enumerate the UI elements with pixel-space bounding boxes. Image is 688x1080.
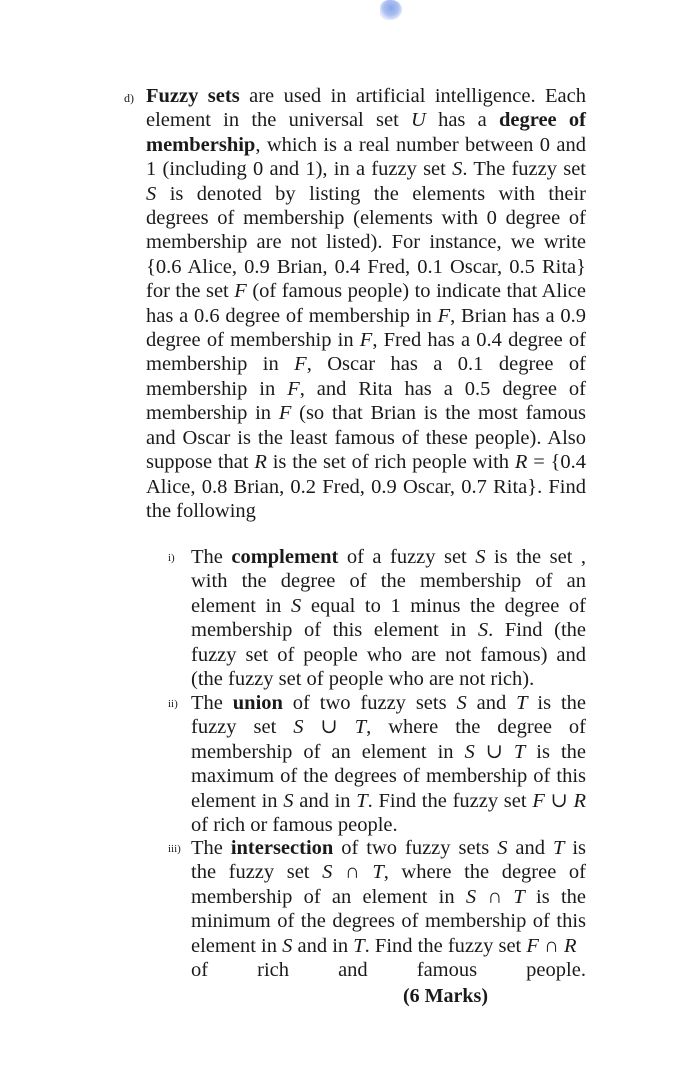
var: R — [254, 451, 267, 474]
text: . The fuzzy set — [462, 158, 586, 181]
var: T — [354, 716, 367, 739]
var: S — [146, 182, 157, 205]
text: of rich or famous people. — [191, 814, 398, 837]
var: S — [452, 158, 463, 181]
var: T — [516, 692, 528, 714]
part-label: i) — [168, 552, 175, 564]
text: is the set of rich people with — [266, 451, 515, 474]
part-i-body — [191, 545, 586, 691]
question-d-body — [146, 84, 586, 523]
text: , and Rita has a 0.5 degree of membership in — [146, 377, 586, 425]
question-label: d) — [124, 91, 134, 105]
var: F — [532, 789, 545, 812]
text: is the fuzzy set — [191, 837, 586, 884]
text: of two fuzzy sets — [282, 692, 457, 714]
var: F — [278, 402, 292, 425]
var: S — [293, 716, 304, 739]
text: has a — [425, 109, 499, 132]
part-label: iii) — [168, 843, 181, 855]
part-iii-body — [191, 836, 586, 958]
word: and — [338, 959, 368, 982]
union-symbol: ∪ — [474, 740, 514, 763]
union-symbol: ∪ — [303, 716, 355, 739]
var: T — [513, 885, 525, 908]
word: of — [191, 959, 209, 982]
var: T — [552, 837, 565, 859]
text: , where the degree of membership of an element in — [191, 861, 586, 908]
text: The — [191, 837, 231, 859]
var: F — [437, 304, 451, 327]
var: T — [513, 740, 526, 763]
part-ii-body — [191, 691, 586, 837]
word: rich — [257, 959, 290, 982]
var: R — [514, 451, 528, 474]
scan-artifact-blob — [380, 0, 402, 20]
part-i — [168, 545, 586, 691]
part-ii — [168, 691, 586, 837]
marks-label: (6 Marks) — [403, 985, 488, 1007]
text: equal to 1 minus the degree of membership of this element in — [191, 594, 586, 642]
var: F — [234, 280, 247, 303]
text: The — [191, 692, 233, 714]
intersection-symbol: ∩ — [538, 934, 564, 957]
var: T — [353, 934, 365, 957]
text: is the set , with the degree of the membership of an element in — [191, 546, 586, 617]
text: The — [191, 546, 232, 568]
text: is the maximum of the degrees of membership of this element in — [191, 740, 587, 812]
text: . Find the fuzzy set — [364, 934, 527, 957]
var: S — [291, 594, 302, 617]
term-degree-of-membership: degree of membership — [146, 109, 586, 156]
part-iii — [168, 836, 586, 982]
var: S — [283, 789, 294, 812]
var: S — [322, 861, 333, 884]
part-iii-last-line — [191, 958, 586, 982]
term-union: union — [232, 692, 283, 714]
var: F — [359, 329, 373, 352]
var: S — [456, 692, 467, 714]
var: S — [475, 546, 486, 568]
var: S — [282, 934, 293, 957]
text: , where the degree of membership of an element in — [191, 716, 586, 763]
var: F — [294, 353, 307, 376]
text: of a fuzzy set — [338, 546, 476, 568]
var: F — [287, 377, 300, 400]
term-fuzzy-sets: Fuzzy sets — [146, 85, 240, 107]
text: . Find the fuzzy set — [367, 789, 533, 812]
intersection-symbol: ∩ — [476, 885, 514, 908]
text: (so that Brian is the most famous and Oscar is the least famous of these people). Also suppose that — [146, 402, 586, 474]
var: S — [465, 885, 477, 908]
var: S — [464, 740, 475, 763]
term-complement: complement — [231, 546, 339, 568]
part-label: ii) — [168, 698, 178, 710]
text: is the minimum of the degrees of membership of this element in — [191, 885, 587, 957]
var: S — [477, 619, 489, 642]
text: and — [507, 837, 553, 859]
word: famous — [416, 959, 478, 982]
var: F — [526, 934, 539, 957]
var: T — [372, 861, 384, 884]
text: and in — [293, 789, 357, 812]
text: and in — [292, 934, 354, 957]
text: are used in artificial intelligence. Each element in the universal set — [146, 85, 586, 132]
text: and — [466, 692, 517, 714]
var: R — [563, 934, 577, 957]
text: = {0.4 Alice, 0.8 Brian, 0.2 Fred, 0.9 Oscar, 0.7 Rita}. Find the following — [146, 451, 587, 522]
text: , which is a real number between 0 and 1 (including 0 and 1), in a fuzzy set — [146, 133, 586, 181]
text: . Find (the fuzzy set of people who are not famous) and (the fuzzy set of people who are not rich). — [191, 619, 586, 691]
text: , Oscar has a 0.1 degree of membership in — [146, 353, 586, 400]
word: people. — [526, 959, 586, 982]
text: is the fuzzy set — [191, 692, 586, 739]
text: of two fuzzy sets — [333, 837, 498, 859]
term-intersection: intersection — [230, 837, 334, 859]
var: S — [497, 837, 508, 859]
text: , Fred has a 0.4 degree of membership in — [146, 329, 586, 376]
var: R — [573, 789, 586, 812]
intersection-symbol: ∩ — [332, 861, 373, 884]
var: T — [356, 789, 368, 812]
text: , Brian has a 0.9 degree of membership in — [146, 304, 586, 352]
question-d — [124, 84, 586, 523]
text: is denoted by listing the elements with their degrees of membership (elements with 0 degree of membership are not listed). For instance, we write {0.6 Alice, 0.9 Brian, 0.4 Fred, 0.1 Oscar, 0.5 Rita} for the set — [146, 182, 586, 303]
var: U — [411, 109, 426, 132]
text: (of famous people) to indicate that Alice has a 0.6 degree of membership in — [146, 280, 586, 327]
union-symbol: ∪ — [544, 789, 574, 812]
